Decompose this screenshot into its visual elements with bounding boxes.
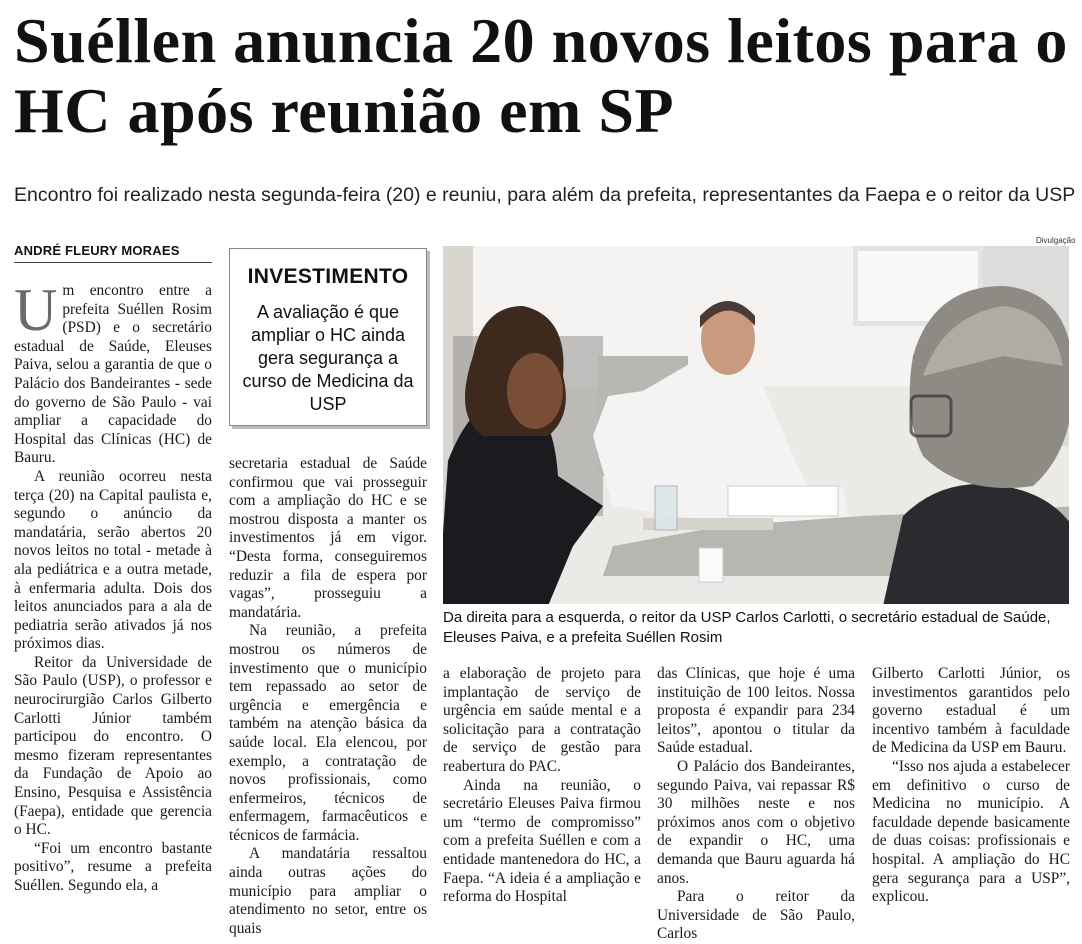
pull-quote-text: A avaliação é que ampliar o HC ainda gera segurança a curso de Medicina da USP [242, 302, 414, 414]
meeting-photo-illustration [443, 246, 1069, 604]
paragraph: das Clínicas, que hoje é uma instituição de 100 leitos. Nossa proposta é expandir para 234 leitos”, apontou o titular da Saúde estadual. [657, 665, 855, 757]
subheadline: Encontro foi realizado nesta segunda-feira (20) e reuniu, para além da prefeita, representantes da Faepa e o reitor da USP [14, 184, 1076, 206]
paragraph: A mandatária ressaltou ainda outras ações do município para ampliar o atendimento no setor, entre os quais [229, 845, 427, 937]
paragraph: O Palácio dos Bandeirantes, segundo Paiva, vai repassar R$ 30 milhões neste e nos próximos anos com o objetivo de expandir o HC, uma demanda que Bauru aguarda há anos. [657, 757, 855, 887]
pull-quote-box [229, 248, 427, 426]
paragraph: Ainda na reunião, o secretário Eleuses Paiva firmou um “termo de compromisso” com a prefeita Suéllen e com a entidade mantenedora do HC, a Faepa. “A ideia é a ampliação e reforma do Hospital [443, 776, 641, 906]
drop-cap: U [14, 277, 58, 343]
paragraph: A reunião ocorreu nesta terça (20) na Capital paulista e, segundo o anúncio da mandatária, serão abertos 20 novos leitos no total - metade à ala pediátrica e a outra metade, à enfermaria adulta. Dois dos leitos anunciados para a ala de pediatria serão ativados já nos próximos dias. [14, 467, 212, 653]
article-column-5 [872, 665, 1070, 907]
meeting-photo [443, 246, 1069, 604]
byline: ANDRÉ FLEURY MORAES [14, 243, 212, 263]
pull-quote-title: INVESTIMENTO [247, 265, 409, 288]
paragraph: Na reunião, a prefeita mostrou os números de investimento que o município tem repassado ao setor de urgência e emergência e também na atenção básica da saúde local. Ela elencou, por exemplo, a contratação de novos profissionais, como enfermeiros, técnicos de enfermagem, farmacêuticos e técnicos de farmácia. [229, 622, 427, 844]
paragraph: “Isso nos ajuda a estabelecer em definitivo o curso de Medicina no município. A faculdade depende basicamente de duas coisas: profissionais e hospital. A ampliação do HC gera segurança para a USP”, explicou. [872, 757, 1070, 906]
paragraph: “Foi um encontro bastante positivo”, resume a prefeita Suéllen. Segundo ela, a [14, 839, 212, 894]
paragraph: Gilberto Carlotti Júnior, os investimentos garantidos pelo governo estadual é um incentivo também à faculdade de Medicina da USP em Bauru. [872, 665, 1070, 757]
paragraph: Para o reitor da Universidade de São Paulo, Carlos [657, 888, 855, 943]
paragraph: secretaria estadual de Saúde confirmou que vai prosseguir com a ampliação do HC e se mostrou disposta a manter os investimentos já em vigor. “Desta forma, conseguiremos reduzir a fila de espera por vagas”, prosseguiu a mandatária. [229, 455, 427, 621]
article-column-1 [14, 277, 212, 896]
photo-credit: Divulgação [1036, 236, 1076, 245]
paragraph-text: m encontro entre a prefeita Suéllen Rosim (PSD) e o secretário estadual de Saúde, Eleuses Paiva, selou a garantia de que o Palácio dos Bandeirantes - sede do governo de São Paulo - vai ampliar a capacidade do Hospital das Clínicas (HC) de Bauru. [14, 282, 212, 467]
paragraph: a elaboração de projeto para implantação de serviço de urgência em saúde mental e a solicitação para a contratação de serviço de gestão para reabertura do PAC. [443, 665, 641, 775]
article-column-4 [657, 665, 855, 944]
article-column-2 [229, 455, 427, 938]
headline: Suéllen anuncia 20 novos leitos para o HC após reunião em SP [14, 5, 1068, 146]
article-column-3 [443, 665, 641, 907]
photo-caption: Da direita para a esquerda, o reitor da USP Carlos Carlotti, o secretário estadual de Saúde, Eleuses Paiva, e a prefeita Suéllen Rosim [443, 609, 1051, 646]
paragraph: Reitor da Universidade de São Paulo (USP), o professor e neurocirurgião Carlos Gilberto Carlotti Júnior também participou do encontro. O mesmo fizeram representantes da Fundação de Apoio ao Ensino, Pesquisa e Assistência (Faepa), entidade que gerencia o HC. [14, 653, 212, 839]
paragraph [14, 277, 212, 468]
